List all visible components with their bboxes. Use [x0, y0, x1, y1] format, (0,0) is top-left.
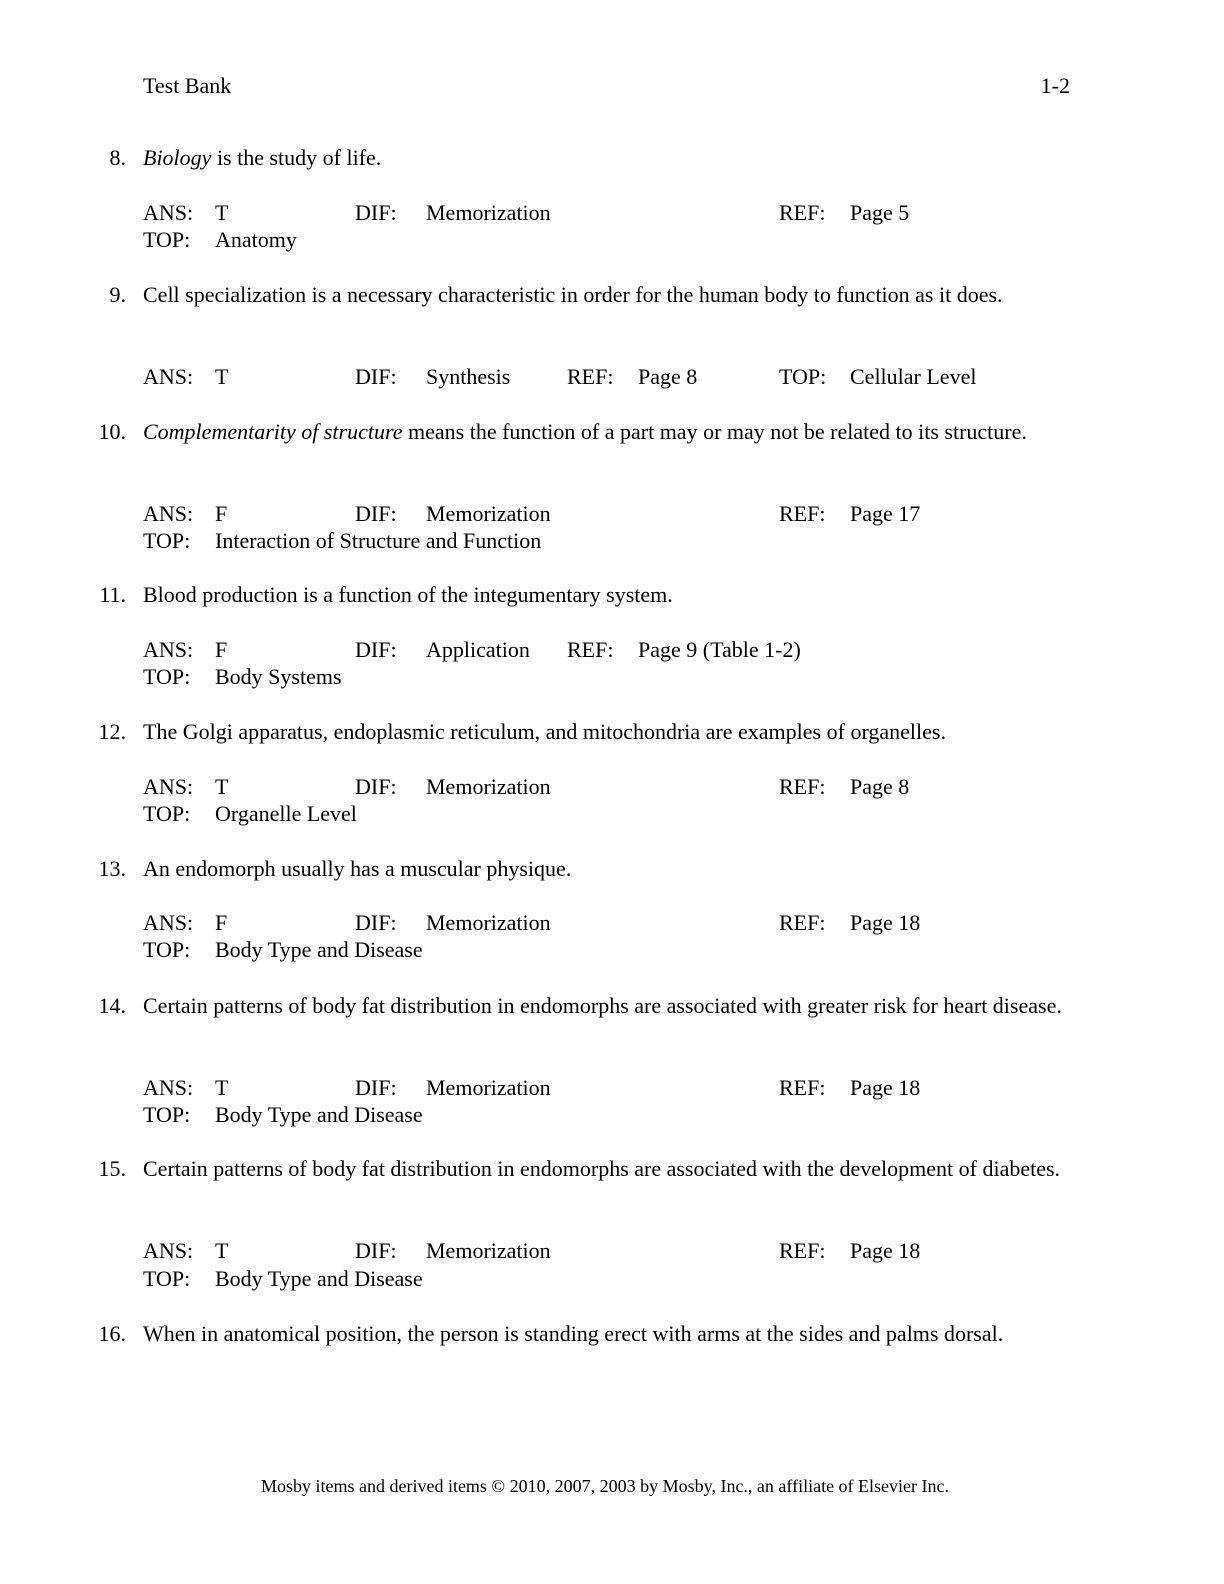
question-number: 13.: [98, 856, 126, 881]
top-label: TOP:: [143, 1266, 191, 1291]
question-text: Certain patterns of body fat distribution in endomorphs are associated with greater risk for heart disease.: [143, 993, 1062, 1018]
question-number: 16.: [98, 1321, 126, 1346]
dif-value: Memorization: [426, 200, 551, 225]
top-value: Anatomy: [215, 227, 297, 252]
question-number: 10.: [98, 419, 126, 444]
dif-label: DIF:: [355, 364, 397, 389]
top-value: Body Type and Disease: [215, 1266, 423, 1291]
question-number: 9.: [109, 282, 126, 307]
ref-label: REF:: [779, 1075, 826, 1100]
ans-value: T: [215, 774, 229, 799]
top-value: Body Type and Disease: [215, 937, 423, 962]
top-label: TOP:: [143, 227, 191, 252]
ans-value: F: [215, 910, 228, 935]
ans-value: T: [215, 364, 229, 389]
question-text: Blood production is a function of the integumentary system.: [143, 582, 673, 607]
header-title: Test Bank: [143, 73, 232, 98]
dif-value: Application: [426, 637, 530, 662]
ans-label: ANS:: [143, 1238, 194, 1263]
question-number: 15.: [98, 1156, 126, 1181]
dif-label: DIF:: [355, 1075, 397, 1100]
dif-value: Memorization: [426, 1075, 551, 1100]
ref-label: REF:: [779, 200, 826, 225]
page-header: [143, 72, 1070, 99]
question-number: 11.: [99, 582, 126, 607]
question-italic-term: Complementarity of structure: [143, 419, 403, 444]
ref-value: Page 8: [850, 774, 910, 799]
top-value: Cellular Level: [850, 364, 977, 389]
page-number: 1-2: [1040, 73, 1070, 98]
dif-value: Memorization: [426, 774, 551, 799]
dif-label: DIF:: [355, 637, 397, 662]
ref-label: REF:: [779, 910, 826, 935]
dif-label: DIF:: [355, 501, 397, 526]
ans-label: ANS:: [143, 637, 194, 662]
top-label: TOP:: [143, 937, 191, 962]
copyright-footer: Mosby items and derived items © 2010, 2007, 2003 by Mosby, Inc., an affiliate of Elsevier Inc.: [260, 1476, 950, 1496]
top-value: Body Type and Disease: [215, 1102, 423, 1127]
question-number: 8.: [109, 145, 126, 170]
ans-value: T: [215, 200, 229, 225]
ans-label: ANS:: [143, 1075, 194, 1100]
ref-label: REF:: [779, 1238, 826, 1263]
ref-value: Page 17: [850, 501, 921, 526]
top-value: Interaction of Structure and Function: [215, 528, 542, 553]
ans-label: ANS:: [143, 364, 194, 389]
question-body: is the study of life.: [211, 145, 382, 170]
dif-value: Synthesis: [426, 364, 511, 389]
question-text: An endomorph usually has a muscular physique.: [143, 856, 572, 881]
dif-value: Memorization: [426, 501, 551, 526]
ans-label: ANS:: [143, 200, 194, 225]
question-number: 14.: [98, 993, 126, 1018]
ref-value: Page 8: [638, 364, 698, 389]
top-label: TOP:: [779, 364, 827, 389]
top-value: Organelle Level: [215, 801, 357, 826]
ans-value: F: [215, 637, 228, 662]
ref-value: Page 18: [850, 910, 921, 935]
dif-label: DIF:: [355, 1238, 397, 1263]
ref-label: REF:: [779, 501, 826, 526]
ref-label: REF:: [567, 637, 614, 662]
question-text: Certain patterns of body fat distribution in endomorphs are associated with the development of diabetes.: [143, 1156, 1061, 1181]
question-text: Cell specialization is a necessary characteristic in order for the human body to function as it does.: [143, 282, 1003, 307]
ref-value: Page 18: [850, 1238, 921, 1263]
ans-value: T: [215, 1075, 229, 1100]
question-number: 12.: [98, 719, 126, 744]
ref-label: REF:: [567, 364, 614, 389]
ans-value: T: [215, 1238, 229, 1263]
dif-value: Memorization: [426, 1238, 551, 1263]
ans-label: ANS:: [143, 774, 194, 799]
top-value: Body Systems: [215, 664, 342, 689]
top-label: TOP:: [143, 801, 191, 826]
top-label: TOP:: [143, 664, 191, 689]
ref-value: Page 5: [850, 200, 910, 225]
question-body: means the function of a part may or may not be related to its structure.: [402, 419, 1027, 444]
dif-label: DIF:: [355, 910, 397, 935]
ans-value: F: [215, 501, 228, 526]
dif-label: DIF:: [355, 774, 397, 799]
ref-value: Page 9 (Table 1-2): [638, 637, 801, 662]
ref-value: Page 18: [850, 1075, 921, 1100]
dif-value: Memorization: [426, 910, 551, 935]
ans-label: ANS:: [143, 910, 194, 935]
question-text: When in anatomical position, the person is standing erect with arms at the sides and palms dorsal.: [143, 1321, 1004, 1346]
ans-label: ANS:: [143, 501, 194, 526]
question-text: [143, 418, 1063, 445]
question-text: The Golgi apparatus, endoplasmic reticulum, and mitochondria are examples of organelles.: [143, 719, 946, 744]
top-label: TOP:: [143, 1102, 191, 1127]
top-label: TOP:: [143, 528, 191, 553]
question-text: [143, 144, 1063, 171]
question-italic-term: Biology: [143, 145, 212, 170]
dif-label: DIF:: [355, 200, 397, 225]
ref-label: REF:: [779, 774, 826, 799]
